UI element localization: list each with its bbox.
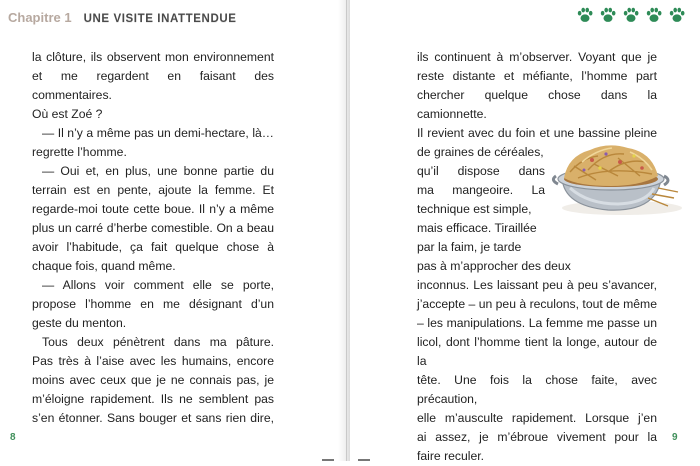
text-line: la clôture, ils observent mon environnement [32,50,274,64]
text-line: tête. Une fois la chose faite, avec précaution, [417,373,657,406]
text-line: propose l’homme en me désignant d’un [32,297,274,311]
text-line: plus un carré d’herbe comestible. On a beau [32,221,274,235]
text-line: par la faim, je tarde [417,240,522,254]
text-line: elle m’ausculte rapidement. Lorsque j’en [417,411,657,425]
paw-decoration [576,6,686,24]
text-line: j’accepte – un peu à reculons, tout de même [417,297,657,311]
text-line: Pas très à l’aise avec les humains, encore [32,354,274,368]
text-line: — Il n’y a même pas un demi-hectare, là… [42,126,274,140]
text-line: regrette l’homme. [32,145,127,159]
text-line: s’en étonner. Sans bouger et sans rien dire, [32,411,274,425]
text-line: pas à m’approcher des deux [417,259,571,273]
text-line: inconnus. Les laissant peu à peu s’avancer, [417,278,657,292]
text-line: — Allons voir comment elle se porte, [42,278,274,292]
book-gutter [338,0,350,461]
text-line: ils continuent à m’observer. Voyant que je [417,50,657,64]
paw-print-icon [668,6,686,24]
hay-basin-illustration [548,136,684,222]
text-line: avoir l’habitude, ça fait quelque chose à [32,240,274,254]
paw-print-icon [645,6,663,24]
paw-print-icon [622,6,640,24]
text-line: reste distante et méfiante, l’homme part [417,69,657,83]
text-line: chercher quelque chose dans la camionnette. [417,88,657,121]
text-line: qu’il dispose dans [417,164,545,178]
text-line: geste du menton. [32,316,127,330]
chapter-number: Chapitre 1 [8,10,72,25]
text-line: terrain est en pente, ajoute la femme. Et [32,183,274,197]
text-line: – les manipulations. La femme me passe un [417,316,657,330]
text-line: moins avec ceux que je ne connais pas, je [32,373,274,387]
right-page-text [417,48,657,466]
text-line: — Oui et, en plus, une bonne partie du [42,164,274,178]
text-line: ma mangeoire. La [417,183,545,197]
chapter-header [8,10,237,25]
paw-print-icon [599,6,617,24]
text-line: Tous deux pénètrent dans ma pâture. [42,335,274,349]
text-line: Il revient avec du foin et une bassine pleine [417,126,657,140]
gutter-line [346,0,347,461]
text-line: licol, dont l’homme tient la longe, autour de la [417,335,657,368]
chapter-title: UNE VISITE INATTENDUE [83,13,237,25]
text-line: faire reculer. [417,449,485,463]
text-line: et me regardent en faisant des commentaires. [32,69,274,102]
text-line: chaque fois, quand même. [32,259,176,273]
text-line: de graines de céréales, [417,145,544,159]
text-line: regarde-moi toute cette boue. Il n’y a même [32,202,274,216]
page-number: 9 [672,432,678,443]
text-line: m’éloigne rapidement. Ils ne semblent pas [32,392,274,406]
text-line: mais efficace. Tiraillée [417,221,537,235]
text-line: technique est simple, [417,202,532,216]
text-line: Où est Zoé ? [32,107,103,121]
left-page-text [32,48,274,428]
page-number: 8 [10,432,16,443]
paw-print-icon [576,6,594,24]
text-line: ai assez, je m’ébroue vivement pour la [417,430,657,444]
